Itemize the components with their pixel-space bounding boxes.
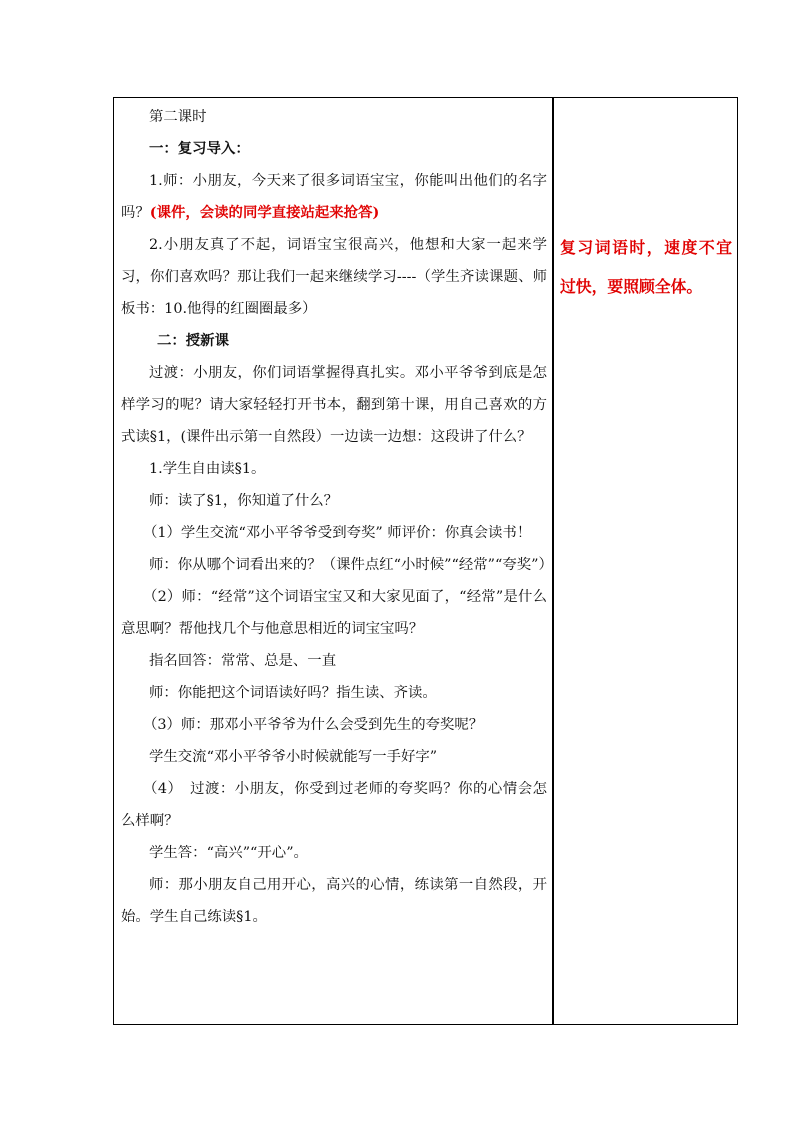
annotation-cell [560, 228, 732, 306]
step-free-reading: 1.学生自由读§1。 [149, 461, 266, 477]
session-title: 第二课时 [149, 109, 207, 125]
lesson-content-cell [121, 101, 553, 933]
teacher-question-3: （2）师：“经常”这个词语宝宝又和大家见面了，“经常”是什么意思啊？帮他找几个与他意思相近的词宝宝吗？ [121, 589, 547, 637]
teacher-question-2: 师：你从哪个词看出来的？（课件点红“小时候”“经常”“夸奖”） [149, 557, 553, 573]
student-answer-5: 学生交流“邓小平爷爷小时候就能写一手好字” [149, 749, 438, 765]
section-heading-review: 一：复习导入： [149, 140, 250, 157]
teacher-question-1: 师：读了§1，你知道了什么？ [149, 493, 339, 509]
student-answer-1: （1）学生交流“邓小平爷爷受到夸奖” 师评价：你真会读书！ [143, 525, 532, 541]
closing-instruction: 师：那小朋友自己用开心，高兴的心情，练读第一自然段，开始。学生自己练读§1。 [121, 877, 547, 925]
paragraph-review-1-text: 1.师：小朋友，今天来了很多词语宝宝，你能叫出他们的名字吗？ [121, 173, 547, 221]
section-heading-new-lesson: 二：授新课 [157, 332, 229, 349]
teacher-question-4: 师：你能把这个词语读好吗？指生读、齐读。 [149, 685, 437, 701]
teacher-question-5: （3）师：那邓小平爷爷为什么会受到先生的夸奖呢？ [143, 717, 484, 733]
paragraph-transition: 过渡：小朋友，你们词语掌握得真扎实。邓小平爷爷到底是怎样学习的呢？请大家轻轻打开书本，翻到第十课，用自己喜欢的方式读§1，(课件出示第一自然段）一边读一边想：这段讲了什么？ [121, 365, 547, 445]
paragraph-review-2: 2.小朋友真了不起，词语宝宝很高兴，他想和大家一起来学习，你们喜欢吗？那让我们一起来继续学习----（学生齐读课题、师板书：10.他得的红圈圈最多） [121, 237, 547, 317]
paragraph-review-1 [121, 165, 547, 229]
courseware-note: (课件，会读的同学直接站起来抢答) [149, 204, 380, 221]
teacher-question-6: （4） 过渡：小朋友，你受到过老师的夸奖吗？你的心情会怎么样啊？ [121, 781, 547, 829]
student-answer-3: 指名回答：常常、总是、一直 [149, 653, 337, 669]
annotation-note: 复习词语时，速度不宜过快，要照顾全体。 [560, 238, 732, 296]
student-answer-6: 学生答：“高兴”“开心”。 [149, 845, 308, 861]
